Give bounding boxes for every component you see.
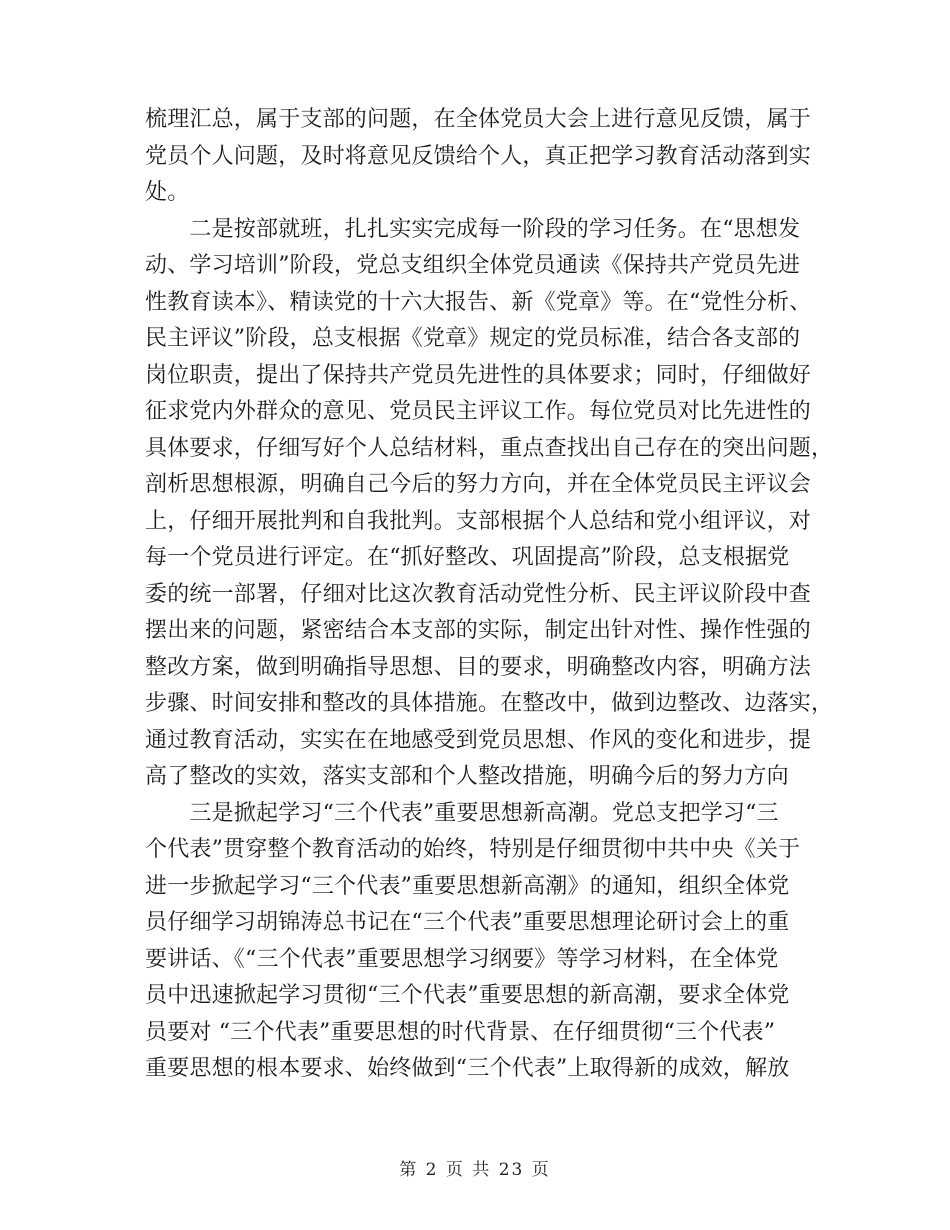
text-line: 二是按部就班，扎扎实实完成每一阶段的学习任务。在“思想发	[145, 216, 801, 242]
text-line: 通过教育活动，实实在在地感受到党员思想、作风的变化和进步，提	[145, 727, 812, 753]
text-line: 上，仔细开展批判和自我批判。支部根据个人总结和党小组评议，对	[145, 508, 812, 534]
text-line: 进一步掀起学习“三个代表”重要思想新高潮》的通知，组织全体党	[145, 873, 790, 899]
text-line: 具体要求，仔细写好个人总结材料，重点查找出自己存在的突出问题，	[145, 435, 834, 461]
text-line: 三是掀起学习“三个代表”重要思想新高潮。党总支把学习“三	[145, 800, 779, 826]
text-line: 岗位职责，提出了保持共产党员先进性的具体要求；同时，仔细做好	[145, 362, 812, 388]
text-line: 动、学习培训”阶段，党总支组织全体党员通读《保持共产党员先进	[145, 253, 801, 278]
text-line: 委的统一部署，仔细对比这次教育活动党性分析、民主评议阶段中查	[145, 581, 812, 607]
text-line: 每一个党员进行评定。在“抓好整改、巩固提高”阶段，总支根据党	[145, 545, 790, 570]
text-line: 性教育读本》、精读党的十六大报告、新《党章》等。在“党性分析、	[145, 289, 812, 315]
text-line: 步骤、时间安排和整改的具体措施。在整改中，做到边整改、边落实，	[145, 691, 834, 716]
text-line: 征求党内外群众的意见、党员民主评议工作。每位党员对比先进性的	[145, 399, 812, 424]
text-line: 摆出来的问题，紧密结合本支部的实际，制定出针对性、操作性强的	[145, 618, 812, 643]
text-line: 要讲话、《“三个代表”重要思想学习纲要》等学习材料，在全体党	[145, 946, 779, 972]
page-number-footer: 第 2 页 共 23 页	[399, 1160, 551, 1180]
text-line: 整改方案，做到明确指导思想、目的要求，明确整改内容，明确方法	[145, 654, 812, 680]
text-line: 梳理汇总，属于支部的问题，在全体党员大会上进行意见反馈，属于	[145, 107, 812, 132]
text-line: 员仔细学习胡锦涛总书记在“三个代表”重要思想理论研讨会上的重	[145, 910, 790, 935]
document-body	[145, 102, 834, 1088]
text-line: 民主评议”阶段，总支根据《党章》规定的党员标准，结合各支部的	[145, 326, 801, 351]
text-line: 处。	[145, 180, 190, 205]
text-line: 个代表”贯穿整个教育活动的始终，特别是仔细贯彻中共中央《关于	[145, 837, 801, 862]
text-line: 重要思想的根本要求、始终做到“三个代表”上取得新的成效，解放	[145, 1056, 790, 1081]
text-line: 高了整改的实效，落实支部和个人整改措施，明确今后的努力方向	[145, 764, 789, 789]
text-line: 剖析思想根源，明确自己今后的努力方向，并在全体党员民主评议会	[145, 472, 812, 497]
text-line: 员中迅速掀起学习贯彻“三个代表”重要思想的新高潮，要求全体党	[145, 983, 790, 1008]
text-line: 员要对 “三个代表”重要思想的时代背景、在仔细贯彻“三个代表”	[145, 1019, 776, 1045]
text-line: 党员个人问题，及时将意见反馈给个人，真正把学习教育活动落到实	[145, 143, 812, 169]
